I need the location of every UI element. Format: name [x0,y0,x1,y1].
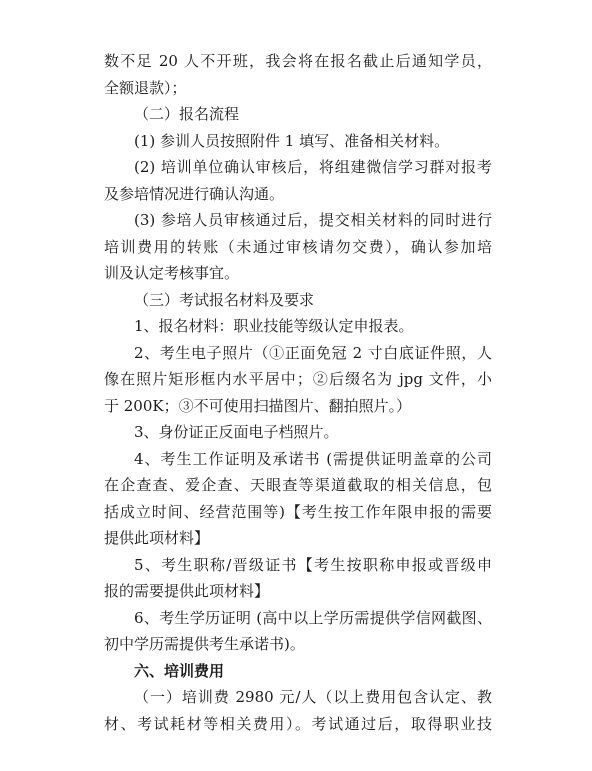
paragraph-line: 全额退款）； [104,79,187,97]
paragraph-line: 6、考生学历证明 (高中以上学历需提供学信网截图、 [134,609,492,627]
paragraph-line: 培训费用的转账（未通过审核请勿交费），确认参加培 [104,238,492,256]
paragraph-line: 训及认定考核事宜。 [104,264,240,282]
paragraph-line: 括成立时间、经营范围等)【考生按工作年限申报的需要 [104,503,492,521]
paragraph-line: （一）培训费 2980 元/人（以上费用包含认定、教 [134,688,492,706]
paragraph-line: (2) 培训单位确认审核后，将组建微信学习群对报考 [134,158,492,176]
paragraph-line: 初中学历需提供考生承诺书)。 [104,635,305,653]
paragraph-line: (3) 参培人员审核通过后，提交相关材料的同时进行 [134,211,492,229]
paragraph-line: (1) 参训人员按照附件 1 填写、准备相关材料。 [134,132,450,150]
paragraph-line: 在企查查、爱企查、天眼查等渠道截取的相关信息，包 [104,476,492,494]
paragraph-line: 1、报名材料：职业技能等级认定申报表。 [134,317,414,335]
paragraph-line: 材、考试耗材等相关费用）。考试通过后，取得职业技 [104,715,492,733]
section-heading: 六、培训费用 [134,662,225,680]
paragraph-line: 像在照片矩形框内水平居中；②后缀名为 jpg 文件，小 [104,370,492,388]
paragraph-line: 4、考生工作证明及承诺书 (需提供证明盖章的公司 [134,450,492,468]
paragraph-line: 数不足 20 人不开班，我会将在报名截止后通知学员， [104,52,492,70]
section-heading: （二）报名流程 [134,105,240,123]
paragraph-line: 及参培情况进行确认沟通。 [104,185,285,203]
paragraph-line: 2、考生电子照片（①正面免冠 2 寸白底证件照，人 [134,344,492,362]
paragraph-line: 5、考生职称/晋级证书【考生按职称申报或晋级申 [134,556,492,574]
section-heading: （三）考试报名材料及要求 [134,291,315,309]
paragraph-line: 报的需要提供此项材料】 [104,582,270,600]
paragraph-line: 提供此项材料】 [104,529,210,547]
paragraph-line: 3、身份证正反面电子档照片。 [134,423,339,441]
paragraph-line: 于 200K；③不可使用扫描图片、翻拍照片。） [104,397,412,415]
